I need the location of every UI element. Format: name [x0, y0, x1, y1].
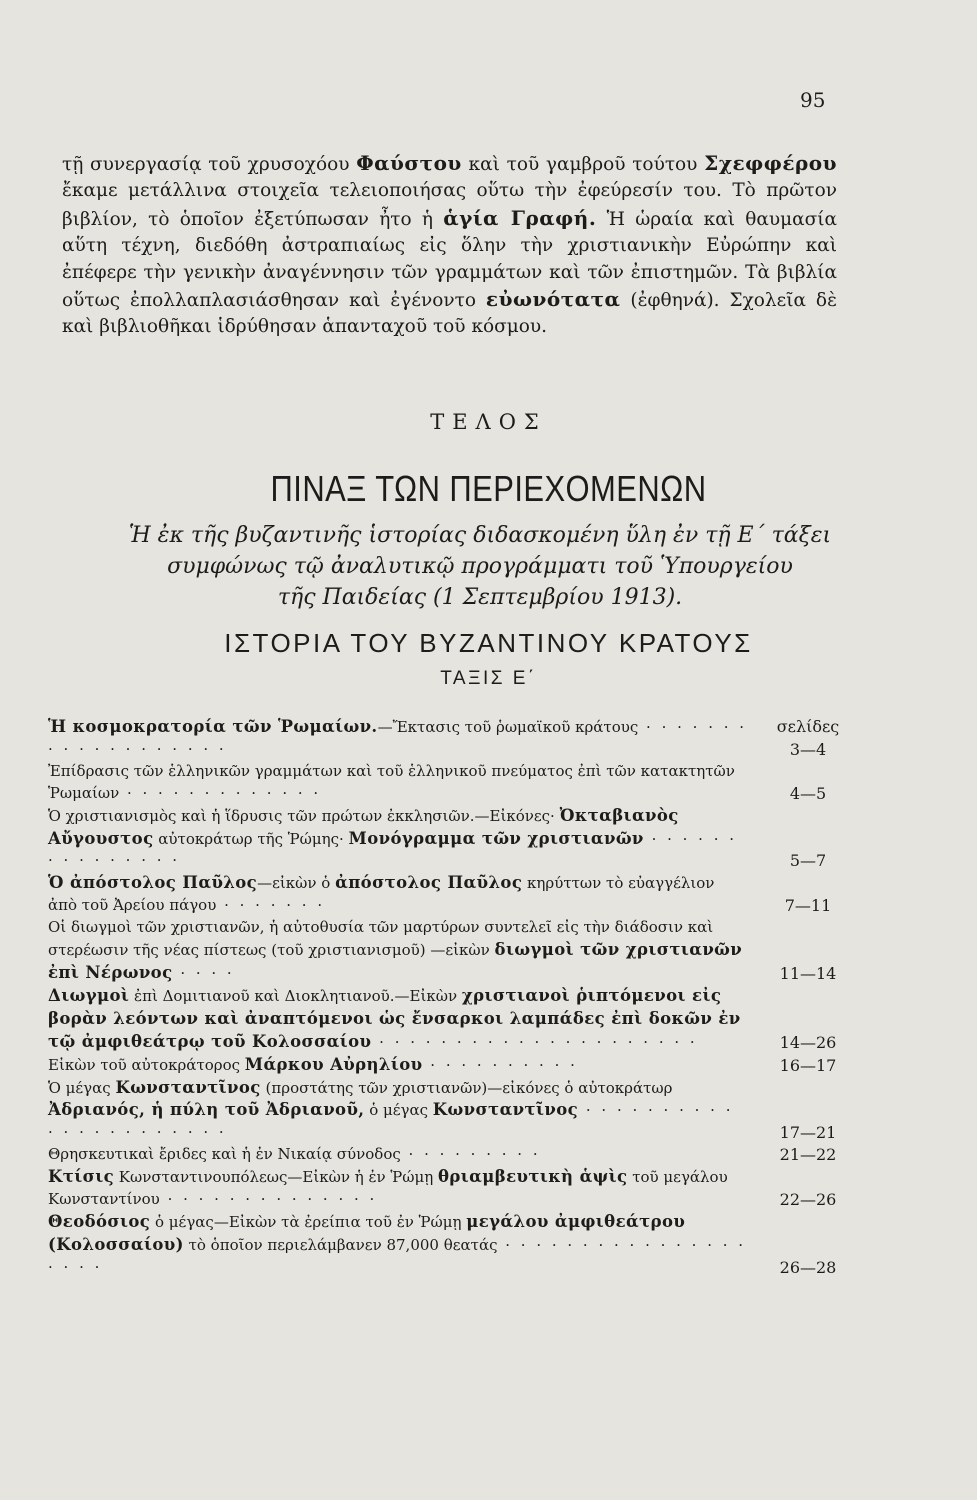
entry-text: ὁ μέγας—Εἰκὼν τὰ ἐρείπια τοῦ ἐν Ῥώμῃ — [150, 1212, 467, 1231]
entry-bold: θριαμβευτικὴ ἁψὶς — [438, 1167, 628, 1187]
page-range: 17—21 — [779, 1123, 837, 1143]
pages-column-header: σελίδες — [776, 717, 840, 736]
leader-dots: · · · · · · · · · · · · · — [119, 783, 322, 802]
page-number: 95 — [800, 88, 826, 112]
entry-text: Εἰκὼν τοῦ αὐτοκράτορος — [48, 1055, 245, 1074]
toc-entry — [48, 805, 858, 873]
section-heading: ΙΣΤΟΡΙΑ ΤΟΥ ΒΥΖΑΝΤΙΝΟΥ ΚΡΑΤΟΥΣ — [224, 628, 753, 658]
entry-text: κηρύττων τὸ εὐαγγέλιον ἀπὸ τοῦ Ἀρείου πάγου — [48, 874, 715, 915]
leader-dots: · · · · · · · · · · · · · · · — [48, 829, 738, 870]
entry-text: —Ἔκτασις τοῦ ῥωμαϊκοῦ κράτους — [377, 718, 639, 736]
toc-entry — [48, 761, 858, 805]
narrative-text: ἔκαμε μετάλλινα στοιχεῖα τελειοποιήσας οὕτω τὴν ἐφεύρεσίν του. Τὸ πρῶτον βιβλίον, τὸ ὁποῖον ἐξετύπωσαν ἦτο ἡ — [62, 180, 837, 230]
entry-bold: Ὀκταβιανὸς Αὔγουστος — [48, 805, 679, 848]
toc-entry — [48, 1211, 858, 1279]
leader-dots: · · · · · · · · · — [400, 1145, 541, 1164]
narrative-text: (ἐφθηνά). Σχολεῖα δὲ καὶ βιβλιοθῆκαι ἱδρύθησαν ἁπανταχοῦ τοῦ κόσμου. — [62, 290, 837, 338]
page-range: 14—26 — [779, 1032, 837, 1052]
curriculum-line: συμφώνως τῷ ἀναλυτικῷ προγράμματι τοῦ Ὑπουργείου — [167, 554, 793, 579]
leader-dots: · · · · · · · · · · · · · · · · · · · · · — [371, 1032, 698, 1051]
toc-entry — [48, 872, 858, 917]
page-range: 26—28 — [779, 1257, 837, 1277]
entry-bold: χριστιανοὶ ῥιπτόμενοι εἰς βορὰν λεόντων καὶ ἀναπτόμενοι ὡς ἔνσαρκοι λαμπάδες ἐπὶ δοκῶν ἐν τῷ ἀμφιθεάτρῳ τοῦ Κολοσσαίου — [48, 985, 741, 1051]
entry-text: Οἱ διωγμοὶ τῶν χριστιανῶν, ἡ αὐτοθυσία τῶν μαρτύρων συντελεῖ εἰς τὴν διάδοσιν καὶ στερέωσιν τῆς νέας πίστεως (τοῦ χριστιανισμοῦ) —εἰκὼν — [48, 918, 714, 960]
entry-bold: Κωνσταντῖνος — [115, 1077, 261, 1097]
entry-text: (προστάτης τῶν χριστιανῶν)—εἰκόνες ὁ αὐτοκράτωρ — [260, 1078, 673, 1097]
toc-entry — [48, 1166, 858, 1211]
page-range: 3—4 — [789, 739, 827, 759]
narrative-text: καὶ τοῦ γαμβροῦ τούτου — [461, 154, 705, 175]
entry-bold: Κτίσις — [48, 1167, 115, 1187]
toc-entry — [48, 1054, 858, 1077]
entry-text: Ἐπίδρασις τῶν ἑλληνικῶν γραμμάτων καὶ τοῦ ἑλληνικοῦ πνεύματος ἐπὶ τῶν κατακτητῶν Ῥωμαίων — [48, 761, 735, 802]
leader-dots: · · · · · · · · · · · · · · · · · · · · · · — [48, 1101, 734, 1142]
leader-dots: · · · · · · · · · · · · · · — [159, 1190, 378, 1209]
entry-bold: Μάρκου Αὐρηλίου — [244, 1054, 423, 1074]
page-range: 11—14 — [779, 963, 837, 983]
toc-list — [48, 716, 858, 1279]
end-marker: ΤΕΛΟΣ — [430, 410, 547, 434]
entry-bold: διωγμοὶ τῶν χριστιανῶν ἐπὶ Νέρωνος — [48, 940, 743, 982]
term-cheapest: εὐωνότατα — [485, 287, 621, 312]
toc-heading: ΠΙΝΑΞ ΤΩΝ ΠΕΡΙΕΧΟΜΕΝΩΝ — [270, 468, 707, 509]
entry-bold: Κωνσταντῖνος — [432, 1100, 579, 1120]
entry-text: ὁ μέγας — [364, 1101, 433, 1120]
leader-dots: · · · · — [172, 963, 235, 982]
class-heading: ΤΑΞΙΣ Ε΄ — [440, 668, 537, 689]
entry-text: Ὁ μέγας — [48, 1078, 116, 1097]
leader-dots: · · · · · · · · · · · · · · · · · · · · — [48, 1235, 747, 1276]
leader-dots: · · · · · · · — [216, 896, 326, 915]
curriculum-line: Ἡ ἐκ τῆς βυζαντινῆς ἱστορίας διδασκομένη ὕλη ἐν τῇ Ε΄ τάξει — [128, 523, 832, 548]
entry-text: τοῦ μεγάλου Κωνσταντίνου — [48, 1168, 728, 1209]
page-range: 22—26 — [779, 1190, 837, 1210]
toc-entry — [48, 985, 858, 1054]
leader-dots: · · · · · · · · · · · · · · · · · · · — [48, 718, 748, 758]
entry-bold: Ἀδριανός, ἡ πύλη τοῦ Ἀδριανοῦ, — [48, 1100, 365, 1120]
term-holy-scripture: ἁγία Γραφή. — [443, 205, 597, 230]
entry-text: Κωνσταντινουπόλεως—Εἰκὼν ἡ ἐν Ῥώμῃ — [114, 1168, 438, 1187]
narrative-text: Ἡ ὡραία καὶ θαυμασία αὕτη τέχνη, διεδόθη ἀστραπιαίως εἰς ὅλην τὴν χριστιανικὴν Εὐρώπην καὶ ἐπέφερε τὴν γενικὴν ἀναγέννησιν τῶν γραμμάτων καὶ τῶν ἐπιστημῶν. Τὰ βιβλία οὕτως ἐπολλαπλασιάσθησαν καὶ ἐγένοντο — [62, 208, 838, 312]
page-range: 21—22 — [779, 1145, 837, 1165]
entry-text: ἐπὶ Δομιτιανοῦ καὶ Διοκλητιανοῦ.—Εἰκὼν — [129, 986, 462, 1005]
entry-text: τὸ ὁποῖον περιελάμβανεν 87,000 θεατάς — [183, 1235, 498, 1254]
entry-bold: Μονόγραμμα τῶν χριστιανῶν — [348, 828, 644, 848]
page-range: 4—5 — [789, 783, 827, 803]
entry-bold: Διωγμοὶ — [48, 985, 130, 1005]
entry-bold: ἀπόστολος Παῦλος — [335, 873, 523, 893]
page-range: 16—17 — [779, 1055, 837, 1075]
entry-text: Ὁ χριστιανισμὸς καὶ ἡ ἵδρυσις τῶν πρώτων ἐκκλησιῶν.—Εἰκόνες· — [48, 806, 560, 825]
name-faust: Φαύστου — [356, 151, 462, 175]
entry-bold: Ἡ κοσμοκρατορία τῶν Ῥωμαίων. — [48, 717, 378, 736]
entry-text: Θρησκευτικαὶ ἔριδες καὶ ἡ ἐν Νικαίᾳ σύνοδος — [48, 1145, 401, 1164]
page-range: 7—11 — [784, 896, 832, 916]
entry-bold: Θεοδόσιος — [48, 1211, 151, 1231]
name-schoeffer: Σχεφφέρου — [704, 151, 837, 175]
narrative-text: τῇ συνεργασίᾳ τοῦ χρυσοχόου — [62, 154, 357, 175]
curriculum-line: τῆς Παιδείας (1 Σεπτεμβρίου 1913). — [277, 585, 683, 610]
entry-bold: μεγάλου ἀμφιθεάτρου (Κολοσσαίου) — [48, 1211, 686, 1254]
curriculum-note — [40, 520, 920, 613]
toc-entry — [48, 716, 858, 761]
toc-entry — [48, 1077, 858, 1145]
entry-text: αὐτοκράτωρ τῆς Ῥώμης· — [153, 829, 349, 848]
entry-text: —εἰκὼν ὁ — [257, 874, 336, 893]
leader-dots: · · · · · · · · · · — [422, 1055, 578, 1074]
narrative-paragraph — [62, 150, 837, 341]
entry-bold: Ὁ ἀπόστολος Παῦλος — [48, 873, 258, 893]
toc-entry — [48, 917, 858, 985]
page-range: 5—7 — [789, 851, 827, 871]
toc-entry — [48, 1144, 858, 1166]
